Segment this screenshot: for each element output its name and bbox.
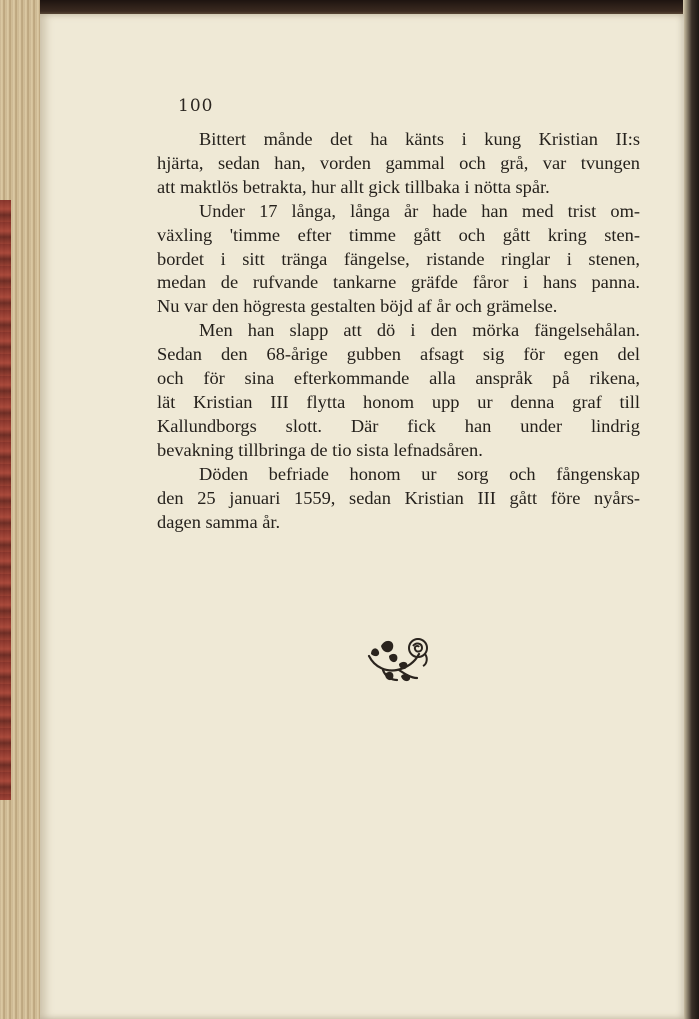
text-line: Kallundborgs slott. Där fick han under lindrig	[157, 415, 640, 436]
text-line: Sedan den 68-årige gubben afsagt sig för egen del	[157, 344, 640, 365]
paragraph	[157, 463, 640, 535]
text-line: lät Kristian III flytta honom upp ur denna graf till	[157, 391, 640, 412]
paragraph	[157, 200, 640, 320]
text-line: Under 17 långa, långa år hade han med trist om-	[199, 200, 640, 221]
marbled-page-edge	[0, 200, 11, 800]
page	[40, 14, 684, 1019]
text-line: bevakning tillbringa de tio sista lefnadsåren.	[157, 439, 483, 460]
floral-vignette-icon	[363, 634, 433, 684]
text-line: växling 'timme efter timme gått och gått kring sten-	[157, 224, 640, 245]
text-line: bordet i sitt tränga fängelse, ristande ringlar i stenen,	[157, 248, 640, 269]
text-line: Nu var den högresta gestalten böjd af år och grämelse.	[157, 296, 558, 317]
text-line: att maktlös betrakta, hur allt gick tillbaka i nötta spår.	[157, 176, 550, 197]
body-text	[157, 128, 640, 534]
text-line: hjärta, sedan han, vorden gammal och grå, var tvungen	[157, 152, 640, 173]
text-line: och för sina efterkommande alla anspråk på rikena,	[157, 368, 640, 389]
text-line: Döden befriade honom ur sorg och fångenskap	[199, 463, 640, 484]
page-number: 100	[178, 96, 214, 116]
text-line: Men han slapp att dö i den mörka fängelsehålan.	[199, 320, 640, 341]
text-line: den 25 januari 1559, sedan Kristian III gått före nyårs-	[157, 487, 640, 508]
paragraph	[157, 128, 640, 200]
text-line: dagen samma år.	[157, 511, 281, 532]
book-right-edge	[683, 0, 699, 1019]
text-line: medan de rufvande tankarne gräfde fåror i hans panna.	[157, 272, 640, 293]
text-line: Bittert månde det ha känts i kung Kristian II:s	[199, 129, 640, 149]
paragraph	[157, 319, 640, 462]
